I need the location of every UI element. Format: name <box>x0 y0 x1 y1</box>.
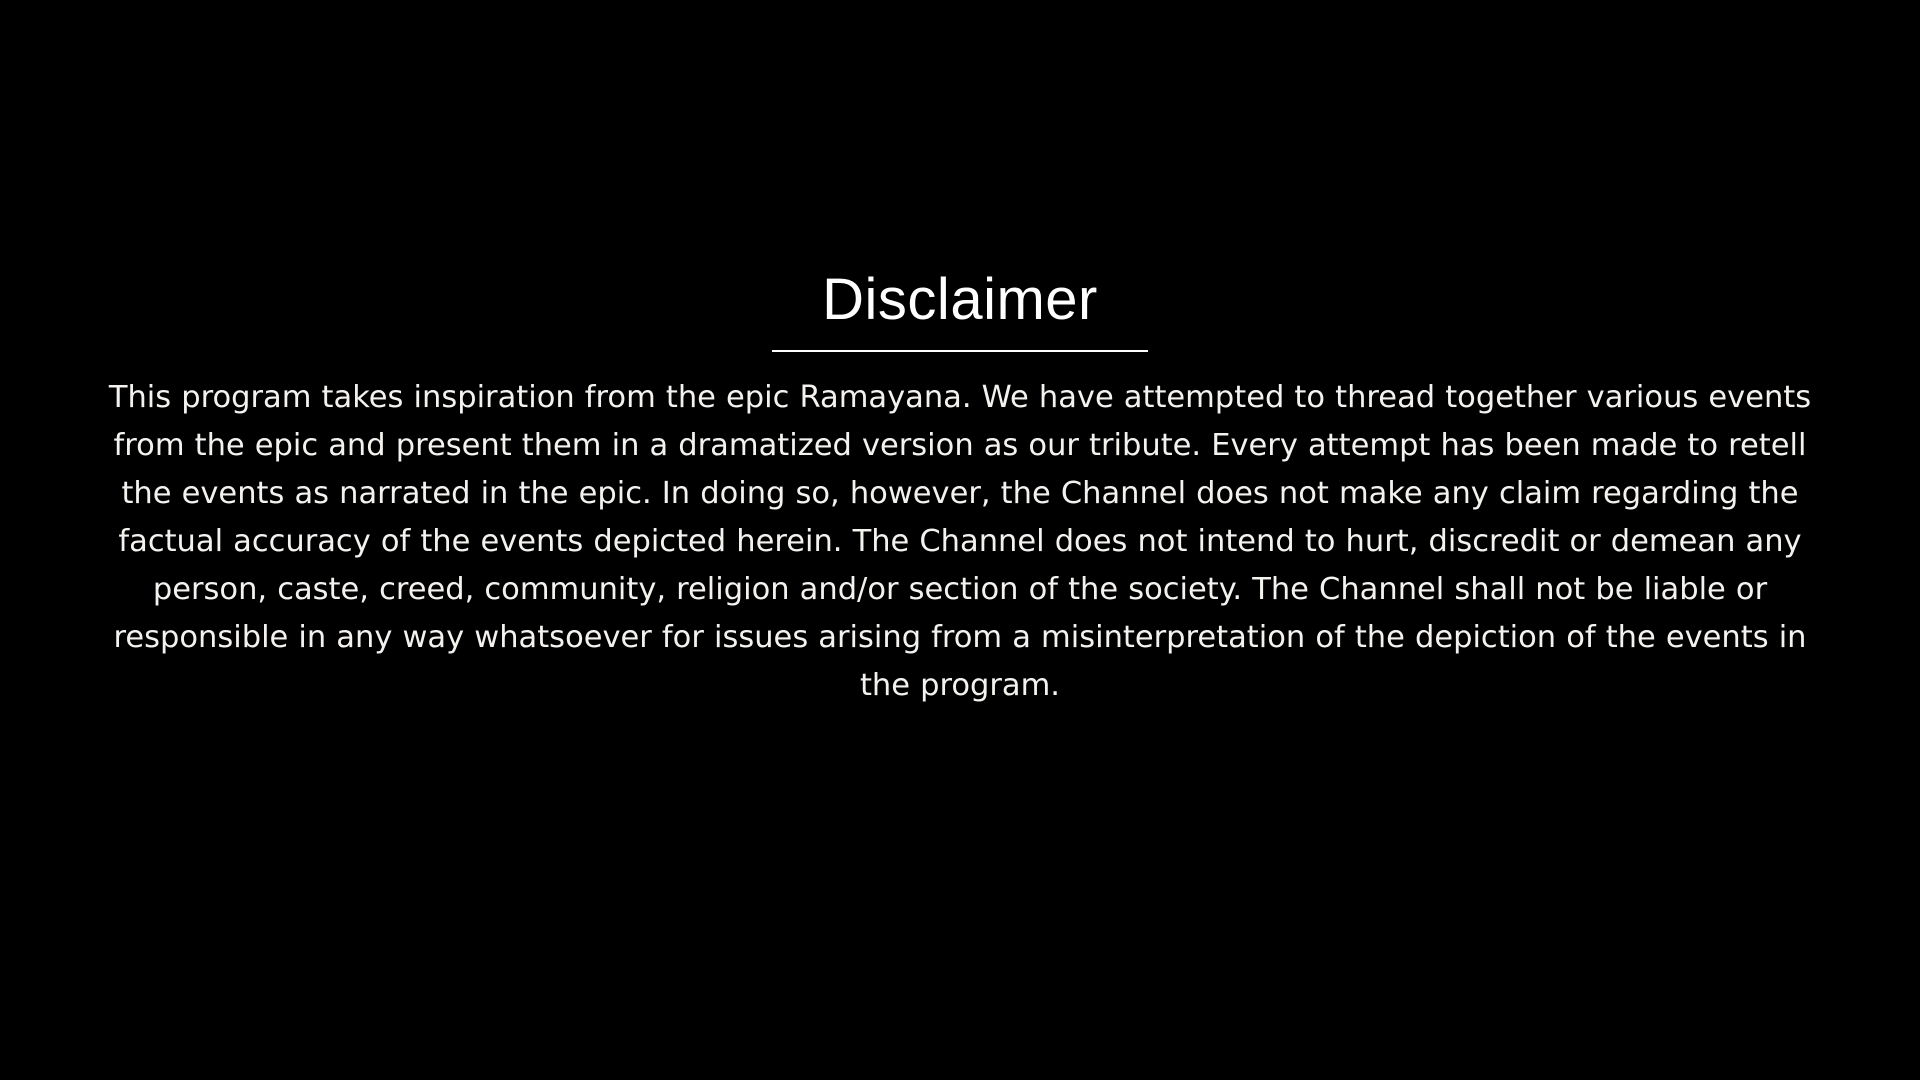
page-title: Disclaimer <box>822 267 1098 332</box>
disclaimer-block <box>90 268 1830 710</box>
disclaimer-text: This program takes inspiration from the epic Ramayana. We have attempted to thread together various events from the epic and present them in a dramatized version as our tribute. Every attempt has been made to retell the events as narrated in the epic. In doing so, however, the Channel does not make any claim regarding the factual accuracy of the events depicted herein. The Channel does not intend to hurt, discredit or demean any person, caste, creed, community, religion and/or section of the society. The Channel shall not be liable or responsible in any way whatsoever for issues arising from a misinterpretation of the depiction of the events in the program. <box>108 379 1812 703</box>
title-divider <box>772 350 1148 352</box>
